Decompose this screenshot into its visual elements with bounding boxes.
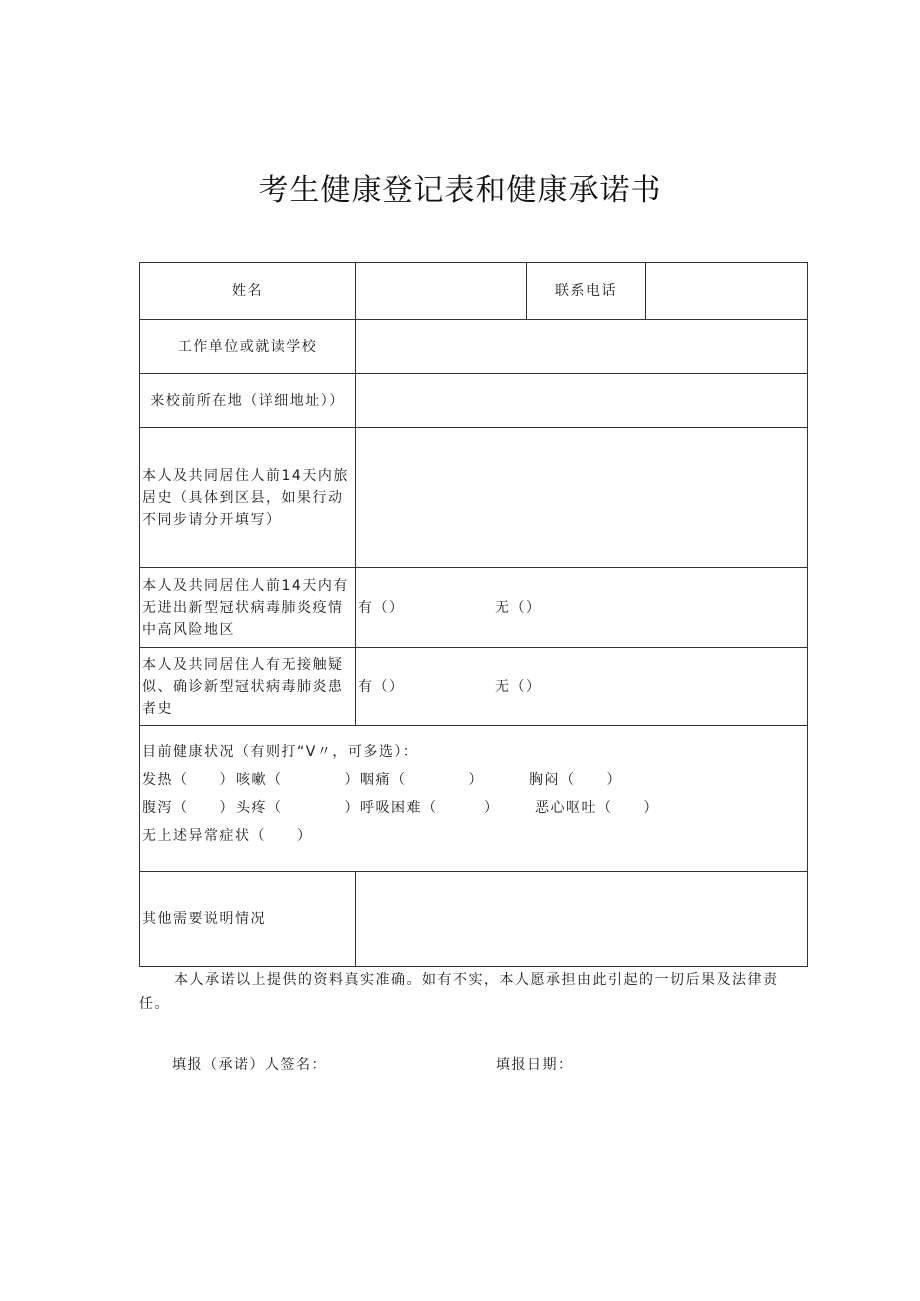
symptom-headache[interactable]: 头疼（ ） bbox=[236, 800, 360, 816]
travel-field[interactable] bbox=[356, 428, 808, 568]
other-label: 其他需要说明情况 bbox=[140, 872, 356, 967]
symptom-row-1 bbox=[142, 766, 805, 794]
risk-yes-option[interactable]: 有（） bbox=[358, 599, 405, 616]
symptom-fever[interactable]: 发热（ ） bbox=[142, 772, 235, 788]
name-field[interactable] bbox=[356, 263, 527, 320]
contact-options bbox=[356, 648, 808, 726]
contact-row bbox=[140, 648, 808, 726]
contact-yes-option[interactable]: 有（） bbox=[358, 678, 405, 695]
phone-label: 联系电话 bbox=[527, 263, 646, 320]
health-row bbox=[140, 726, 808, 872]
signature-label: 填报（承诺）人签名： bbox=[172, 1057, 327, 1073]
risk-options bbox=[356, 568, 808, 648]
risk-label: 本人及共同居住人前14天内有无进出新型冠状病毒肺炎疫情中高风险地区 bbox=[140, 568, 356, 648]
symptom-breathing[interactable]: 呼吸困难（ ） bbox=[360, 800, 500, 816]
risk-no-option[interactable]: 无（） bbox=[495, 599, 542, 616]
other-row bbox=[140, 872, 808, 967]
address-field[interactable] bbox=[356, 374, 808, 428]
work-label: 工作单位或就读学校 bbox=[140, 320, 356, 374]
address-label: 来校前所在地（详细地址）） bbox=[140, 374, 356, 428]
date-label: 填报日期： bbox=[496, 1057, 574, 1073]
travel-label: 本人及共同居住人前14天内旅居史（具体到区县，如果行动不同步请分开填写） bbox=[140, 428, 356, 568]
name-label: 姓名 bbox=[140, 263, 356, 320]
page-title: 考生健康登记表和健康承诺书 bbox=[258, 173, 662, 208]
risk-row bbox=[140, 568, 808, 648]
promise-statement: 本人承诺以上提供的资料真实准确。如有不实，本人愿承担由此引起的一切后果及法律责任。 bbox=[139, 972, 779, 1012]
health-heading: 目前健康状况（有则打“V〃，可多选）： bbox=[142, 744, 419, 760]
contact-no-option[interactable]: 无（） bbox=[495, 678, 542, 695]
other-field[interactable] bbox=[356, 872, 808, 967]
symptom-nausea[interactable]: 恶心呕吐（ ） bbox=[535, 800, 659, 816]
travel-row bbox=[140, 428, 808, 568]
symptom-cough[interactable]: 咳嗽（ ） bbox=[236, 772, 360, 788]
name-row bbox=[140, 263, 808, 320]
symptom-diarrhea[interactable]: 腹泻（ ） bbox=[142, 800, 235, 816]
phone-field[interactable] bbox=[646, 263, 808, 320]
contact-label: 本人及共同居住人有无接触疑似、确诊新型冠状病毒肺炎患者史 bbox=[140, 648, 356, 726]
address-row bbox=[140, 374, 808, 428]
registration-form bbox=[139, 262, 808, 967]
work-row bbox=[140, 320, 808, 374]
work-field[interactable] bbox=[356, 320, 808, 374]
symptom-sore-throat[interactable]: 咽痛（ ） bbox=[360, 772, 484, 788]
symptom-chest-tightness[interactable]: 胸闷（ ） bbox=[529, 772, 622, 788]
symptom-row-2 bbox=[142, 794, 805, 822]
health-status-cell bbox=[140, 726, 808, 872]
symptom-none[interactable]: 无上述异常症状（ ） bbox=[142, 828, 313, 844]
symptom-row-3 bbox=[142, 822, 805, 850]
